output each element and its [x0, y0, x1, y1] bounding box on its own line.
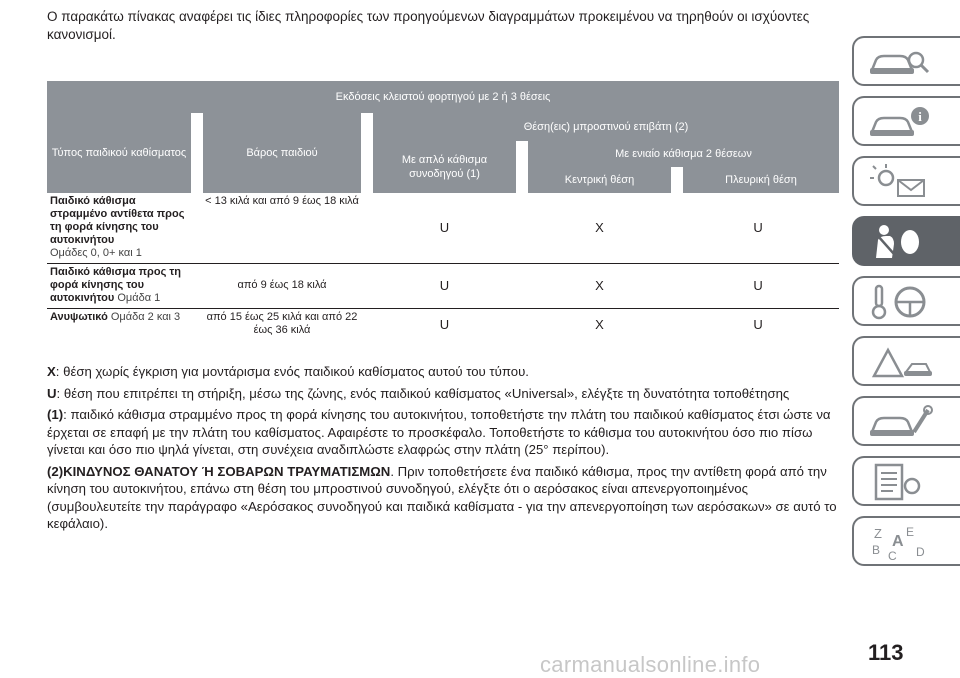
header-side-position: Πλευρική θέση — [677, 167, 839, 193]
center-cell: X — [522, 309, 677, 341]
seat-type-name: Παιδικό κάθισμα προς τη φορά κίνησης του αυτοκινήτου — [50, 266, 181, 304]
car-info-icon — [866, 102, 936, 142]
note-text: : θέση χωρίς έγκριση για μοντάρισμα ενός παιδικού καθίσματος αυτού του τύπου. — [55, 364, 529, 379]
note-key: X — [47, 364, 56, 379]
weight-cell: από 15 έως 25 κιλά και από 22 έως 36 κιλά — [197, 309, 367, 341]
svg-text:D: D — [916, 545, 925, 559]
center-cell: X — [595, 220, 604, 235]
note-key: (2)ΚΙΝΔΥΝΟΣ ΘΑΝΑΤΟΥ Ή ΣΟΒΑΡΩΝ ΤΡΑΥΜΑΤΙΣΜΩΝ — [47, 463, 391, 479]
specification-sheet-icon — [866, 462, 936, 502]
svg-text:B: B — [872, 543, 881, 557]
table-row — [47, 193, 839, 264]
svg-text:C: C — [888, 549, 897, 562]
svg-text:Z: Z — [874, 526, 882, 541]
note-1 — [47, 406, 837, 459]
seat-group: Ομάδα 2 και 3 — [110, 311, 181, 323]
table-row — [47, 309, 839, 341]
warning-light-envelope-icon — [866, 162, 936, 202]
car-magnifier-icon — [866, 42, 936, 82]
tab-emergency[interactable] — [852, 336, 960, 386]
side-cell: U — [677, 264, 839, 309]
table-title: Εκδόσεις κλειστού φορτηγού με 2 ή 3 θέσεις — [47, 81, 839, 113]
note-text: . Πριν τοποθετήσετε ένα παιδικό κάθισμα, προς την αντίθετη φορά από την κίνηση του αυτοκινήτου, επάνω στη θέση του μπροστινού συνοδηγού, ελέγξτε ότι ο αερόσακος είναι απενεργοποιημένος (συμβουλευτείτε την παράγραφο «Αερόσακος συνοδηγού και παιδικά καθίσματα - για την απενεργοποίηση των αερόσακων» σε αυτό το κεφάλαιο). — [47, 463, 837, 531]
alphabet-index-icon — [866, 522, 936, 562]
tab-index[interactable] — [852, 516, 960, 566]
svg-text:A: A — [892, 533, 904, 550]
single-seat-cell: U — [367, 264, 522, 309]
tab-starting-driving[interactable] — [852, 276, 960, 326]
seat-group: Ομάδα 1 — [117, 292, 161, 304]
note-u — [47, 385, 837, 403]
header-seat-type: Τύπος παιδικού καθίσματος — [47, 113, 197, 193]
watermark: carmanualsonline.info — [540, 652, 761, 677]
table-row — [47, 264, 839, 309]
weight-cell: από 9 έως 18 κιλά — [197, 264, 367, 309]
note-x — [47, 363, 837, 381]
header-double-seat: Με ενιαίο κάθισμα 2 θέσεων — [522, 141, 839, 167]
seat-type-cell — [47, 193, 197, 264]
single-seat-cell: U — [367, 309, 522, 341]
note-text: : παιδικό κάθισμα στραμμένο προς τη φορά κίνησης του αυτοκινήτου, τοποθετήστε την πλάτη του παιδικού καθίσματος έτσι ώστε να έρχεται σε επαφή με την πλάτη του καθίσματος. Αφαιρέστε το προσκέφαλο. Τοποθετήστε το κάθισμα του αυτοκινήτου όσο πιο πίσω γίνεται και όσο πιο ψηλά γίνεται, στη συνέχεια αναδιπλώστε ελαφρώς στην πλάτη (25° περίπου). — [47, 407, 831, 457]
key-steering-wheel-icon — [866, 282, 936, 322]
svg-text:E: E — [906, 525, 915, 539]
note-text: : θέση που επιτρέπει τη στήριξη, μέσω της ζώνης, ενός παιδικού καθίσματος «Universal», ελέγξτε τη δυνατότητα τοποθέτησης — [56, 385, 790, 401]
seat-type-name: Ανυψωτικό — [50, 311, 108, 323]
side-cell: U — [753, 220, 763, 235]
note-key: U — [47, 385, 57, 401]
seat-group: Ομάδες 0, 0+ και 1 — [50, 247, 142, 259]
svg-text:i: i — [918, 109, 922, 124]
header-front-passenger: Θέση(εις) μπροστινού επιβάτη (2) — [367, 113, 839, 141]
intro-paragraph: Ο παρακάτω πίνακας αναφέρει τις ίδιες πληροφορίες των προηγούμενων διαγραμμάτων προκειμένου να τηρηθούν οι ισχύοντες κανονισμοί. — [47, 9, 810, 42]
tab-technical-data[interactable] — [852, 456, 960, 506]
single-seat-cell: U — [439, 220, 450, 235]
seat-type-cell — [47, 309, 197, 341]
chapter-tabs — [852, 36, 960, 576]
notes-section — [47, 363, 837, 537]
header-single-seat: Με απλό κάθισμα συνοδηγού (1) — [367, 141, 522, 193]
tab-car-knowledge[interactable] — [852, 36, 960, 86]
tab-safety-info[interactable] — [852, 96, 960, 146]
weight-cell: < 13 κιλά και από 9 έως 18 κιλά — [205, 195, 359, 207]
tab-warning-lights[interactable] — [852, 156, 960, 206]
seat-type-name: Παιδικό κάθισμα στραμμένο αντίθετα προς τη φορά κίνησης του αυτοκινήτου — [50, 195, 185, 246]
seatbelt-airbag-icon — [866, 222, 936, 262]
side-cell: U — [677, 309, 839, 341]
car-wrench-icon — [866, 402, 936, 442]
note-2 — [47, 463, 837, 533]
child-seat-table — [47, 81, 839, 340]
center-cell: X — [522, 264, 677, 309]
roadside-warning-triangle-icon — [866, 342, 936, 382]
note-key: (1) — [47, 407, 64, 422]
header-center-position: Κεντρική θέση — [522, 167, 677, 193]
page-number: 113 — [868, 640, 904, 665]
header-child-weight: Βάρος παιδιού — [197, 113, 367, 193]
tab-maintenance[interactable] — [852, 396, 960, 446]
seat-type-cell — [47, 264, 197, 309]
tab-safety[interactable] — [852, 216, 960, 266]
